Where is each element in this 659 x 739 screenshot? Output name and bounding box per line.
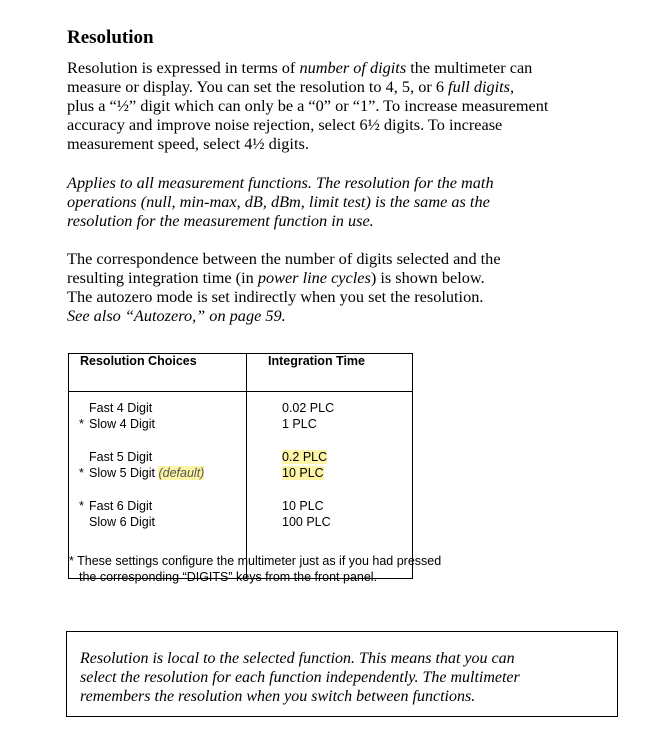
- text-line: measurement speed, select 4½ digits.: [67, 134, 309, 153]
- time-item: 10 PLC: [282, 466, 324, 480]
- intro-paragraph: [67, 58, 627, 153]
- text-line: Applies to all measurement functions. The resolution for the math: [67, 173, 494, 192]
- table-header-row: [69, 354, 413, 392]
- time-item: 10 PLC: [282, 499, 324, 513]
- section-heading: Resolution: [67, 27, 154, 48]
- text-line: resulting integration time (in power line cycles) is shown below.: [67, 268, 485, 287]
- text-line: operations (null, min-max, dB, dBm, limit test) is the same as the: [67, 192, 490, 211]
- choice-item: * Fast 6 Digit: [79, 499, 153, 513]
- note-line: remembers the resolution when you switch between functions.: [80, 688, 476, 705]
- text-line: measure or display. You can set the resolution to 4, 5, or 6 full digits,: [67, 77, 515, 96]
- cross-reference: See also “Autozero,” on page 59.: [67, 306, 286, 325]
- column-header-resolution: Resolution Choices: [69, 354, 247, 392]
- text-line: plus a “½” digit which can only be a “0” or “1”. To increase measurement: [67, 96, 549, 115]
- integration-times-cell: [247, 392, 413, 579]
- footnote-line: the corresponding “DIGITS” keys from the front panel.: [79, 570, 378, 584]
- choice-item: * Slow 4 Digit: [79, 417, 155, 431]
- footnote-line: * These settings configure the multimeter just as if you had pressed: [69, 554, 442, 568]
- text-line: The correspondence between the number of digits selected and the: [67, 249, 501, 268]
- default-marker: (default): [158, 466, 205, 480]
- time-item: 1 PLC: [282, 417, 317, 431]
- footnote: [69, 553, 441, 585]
- column-header-integration: Integration Time: [247, 354, 413, 392]
- note-box: [66, 631, 618, 717]
- text-line: resolution for the measurement function in use.: [67, 211, 374, 230]
- text-line: accuracy and improve noise rejection, select 6½ digits. To increase: [67, 115, 503, 134]
- choice-item: Slow 6 Digit: [89, 515, 155, 529]
- choice-item: Fast 4 Digit: [89, 401, 153, 415]
- choice-item: Fast 5 Digit: [89, 450, 153, 464]
- text-line: Resolution is expressed in terms of number of digits the multimeter can: [67, 58, 533, 77]
- resolution-table: [68, 353, 413, 579]
- time-item: 100 PLC: [282, 515, 331, 529]
- resolution-choices-cell: [69, 392, 247, 579]
- text-line: The autozero mode is set indirectly when you set the resolution.: [67, 287, 484, 306]
- applies-paragraph: [67, 173, 627, 230]
- note-line: select the resolution for each function independently. The multimeter: [80, 669, 520, 686]
- time-item: 0.2 PLC: [282, 450, 328, 464]
- correspondence-paragraph: [67, 249, 627, 325]
- time-item: 0.02 PLC: [282, 401, 335, 415]
- table-row: [69, 392, 413, 579]
- choice-item: * Slow 5 Digit (default): [79, 466, 205, 480]
- note-line: Resolution is local to the selected function. This means that you can: [80, 650, 515, 667]
